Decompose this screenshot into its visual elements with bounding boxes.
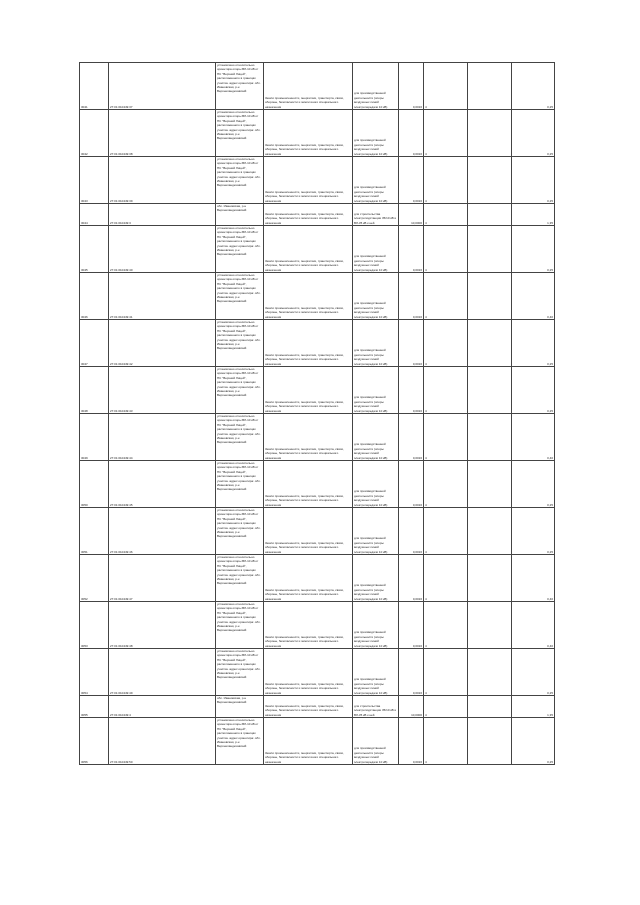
value-col-1 (468, 718, 512, 765)
value-col-2-text: 0,25 (547, 198, 553, 203)
area-value-text: 0,0016 (412, 643, 422, 648)
value-col-2-text: 1,35 (547, 220, 553, 225)
cadastral-number-text: 27:01:010449:45 (110, 502, 133, 507)
unit-code-text: 4 (425, 502, 427, 507)
table-row (80, 63, 555, 110)
row-number (80, 602, 109, 649)
value-col-2 (512, 508, 555, 555)
row-number-text: 3043 (81, 198, 88, 203)
unit-code-text: 4 (425, 549, 427, 554)
cadastral-number-text: 27:01:010449:49 (110, 690, 133, 695)
table-row (80, 157, 555, 204)
area-value-text: 10,0000 (411, 220, 422, 225)
land-category-text: Земли промышленности, энергетики, транспорта, связи, обороны, безопасности и земли иного специального назначения (265, 211, 344, 225)
row-number-text: 3046 (81, 314, 88, 319)
value-col-2 (512, 63, 555, 110)
row-number-text: 3055 (81, 712, 88, 717)
land-category (264, 602, 353, 649)
address (216, 157, 264, 204)
row-number-text: 3052 (81, 596, 88, 601)
value-col-2-text: 0,25 (547, 502, 553, 507)
row-number (80, 63, 109, 110)
address (216, 696, 264, 718)
value-col-2 (512, 461, 555, 508)
land-category (264, 718, 353, 765)
address (216, 204, 264, 226)
unit-code-text: 4 (425, 220, 427, 225)
permitted-use (353, 273, 399, 320)
table-row (80, 602, 555, 649)
row-number-text: 3051 (81, 549, 88, 554)
area-value (399, 718, 424, 765)
permitted-use (353, 157, 399, 204)
value-col-2 (512, 718, 555, 765)
unit-code (424, 696, 468, 718)
cadastral-number (109, 320, 216, 367)
area-value-text: 0,0016 (412, 151, 422, 156)
row-number (80, 320, 109, 367)
row-number-text: 3056 (81, 759, 88, 764)
land-category (264, 204, 353, 226)
cadastral-number (109, 367, 216, 414)
land-category (264, 157, 353, 204)
land-category (264, 226, 353, 273)
land-plots-table (79, 62, 555, 765)
land-category (264, 461, 353, 508)
area-value-text: 0,0016 (412, 104, 422, 109)
area-value-text: 0,0016 (412, 408, 422, 413)
area-value (399, 367, 424, 414)
address-text: установлено относительно ориентира опоры ВЛ-10 кВ от ПС "Верхний Лицей", расположенного в границах участка. адрес ориентира: обл. Ивановская, р-н Верхнеландеховский (217, 508, 261, 539)
area-value-text: 0,0016 (412, 198, 422, 203)
value-col-1 (468, 414, 512, 461)
value-col-1 (468, 273, 512, 320)
value-col-2 (512, 602, 555, 649)
unit-code (424, 414, 468, 461)
permitted-use (353, 649, 399, 696)
land-category-text: Земли промышленности, энергетики, транспорта, связи, обороны, безопасности и земли иного специального назначения (265, 305, 344, 319)
unit-code-text: 4 (425, 314, 427, 319)
land-category (264, 110, 353, 157)
row-number (80, 461, 109, 508)
table-row (80, 508, 555, 555)
unit-code-text: 4 (425, 361, 427, 366)
land-category (264, 414, 353, 461)
permitted-use-text: для производственной деятельности (опоры воздушных линий электропередачи 10 кВ) (354, 254, 388, 272)
cadastral-number-text: 27:01:010449:41 (110, 314, 133, 319)
row-number-text: 3044 (81, 220, 88, 225)
area-value-text: 0,0016 (412, 267, 422, 272)
permitted-use (353, 414, 399, 461)
address (216, 718, 264, 765)
cadastral-number-text: 27:01:010449:47 (110, 596, 133, 601)
address-text: установлено относительно ориентира опоры ВЛ-10 кВ от ПС "Верхний Лицей", расположенного в границах участка. адрес ориентира: обл. Ивановская, р-н Верхнеландеховский (217, 461, 261, 492)
area-value-text: 10,0000 (411, 712, 422, 717)
value-col-2-text: 0,25 (547, 361, 553, 366)
address (216, 110, 264, 157)
value-col-1 (468, 696, 512, 718)
permitted-use-text: для производственной деятельности (опоры воздушных линий электропередачи 10 кВ) (354, 138, 388, 156)
land-category-text: Земли промышленности, энергетики, транспорта, связи, обороны, безопасности и земли иного специального назначения (265, 540, 344, 554)
unit-code-text: 4 (425, 643, 427, 648)
cadastral-number (109, 110, 216, 157)
unit-code-text: 4 (425, 455, 427, 460)
table-row (80, 367, 555, 414)
unit-code (424, 508, 468, 555)
row-number (80, 696, 109, 718)
row-number (80, 110, 109, 157)
value-col-2 (512, 157, 555, 204)
row-number (80, 367, 109, 414)
permitted-use-text: для строительства электроподстанции 35/10 кВ и ВЛ-35 кВ к ней (354, 703, 397, 717)
value-col-2-text: 0,40 (547, 314, 553, 319)
permitted-use (353, 320, 399, 367)
area-value (399, 320, 424, 367)
value-col-2 (512, 649, 555, 696)
land-category-text: Земли промышленности, энергетики, транспорта, связи, обороны, безопасности и земли иного специального назначения (265, 352, 344, 366)
unit-code (424, 367, 468, 414)
value-col-2-text: 0,25 (547, 690, 553, 695)
row-number (80, 555, 109, 602)
cadastral-number (109, 696, 216, 718)
row-number-text: 3047 (81, 361, 88, 366)
permitted-use-text: для производственной деятельности (опоры воздушных линий электропередачи 10 кВ) (354, 536, 388, 554)
value-col-2 (512, 320, 555, 367)
land-category-text: Земли промышленности, энергетики, транспорта, связи, обороны, безопасности и земли иного специального назначения (265, 446, 344, 460)
unit-code-text: 4 (425, 267, 427, 272)
cadastral-number (109, 157, 216, 204)
unit-code (424, 63, 468, 110)
cadastral-number (109, 273, 216, 320)
address-text: установлено относительно ориентира опоры ВЛ-10 кВ от ПС "Верхний Лицей", расположенного в границах участка. адрес ориентира: обл. Ивановская, р-н Верхнеландеховский (217, 157, 261, 188)
land-category (264, 367, 353, 414)
unit-code (424, 461, 468, 508)
value-col-1 (468, 367, 512, 414)
land-category (264, 320, 353, 367)
land-category (264, 696, 353, 718)
area-value (399, 555, 424, 602)
row-number-text: 3050 (81, 502, 88, 507)
unit-code (424, 718, 468, 765)
land-category-text: Земли промышленности, энергетики, транспорта, связи, обороны, безопасности и земли иного специального назначения (265, 634, 344, 648)
cadastral-number-text: 27:01:010449:50 (110, 759, 133, 764)
area-value (399, 602, 424, 649)
value-col-2-text: 0,25 (547, 151, 553, 156)
address-text: установлено относительно ориентира опоры ВЛ-10 кВ от ПС "Верхний Лицей", расположенного в границах участка. адрес ориентира: обл. Ивановская, р-н Верхнеландеховский (217, 63, 261, 94)
unit-code (424, 602, 468, 649)
permitted-use (353, 367, 399, 414)
area-value (399, 63, 424, 110)
cadastral-number (109, 718, 216, 765)
land-category (264, 649, 353, 696)
address (216, 461, 264, 508)
cadastral-number (109, 204, 216, 226)
permitted-use-text: для производственной деятельности (опоры воздушных линий электропередачи 10 кВ) (354, 489, 388, 507)
value-col-2-text: 0,40 (547, 596, 553, 601)
address (216, 555, 264, 602)
unit-code (424, 555, 468, 602)
address (216, 226, 264, 273)
unit-code-text: 4 (425, 151, 427, 156)
cadastral-number-text: 27:01:010449:48 (110, 643, 133, 648)
address-text: обл. Ивановская, р-н Верхнеландеховский (217, 696, 247, 705)
area-value-text: 0,0016 (412, 596, 422, 601)
land-category-text: Земли промышленности, энергетики, транспорта, связи, обороны, безопасности и земли иного специального назначения (265, 703, 344, 717)
address-text: установлено относительно ориентира опоры ВЛ-10 кВ от ПС "Верхний Лицей", расположенного в границах участка. адрес ориентира: обл. Ивановская, р-н Верхнеландеховский (217, 367, 261, 398)
unit-code-text: 4 (425, 759, 427, 764)
value-col-1 (468, 320, 512, 367)
permitted-use-text: для производственной деятельности (опоры воздушных линий электропередачи 10 кВ) (354, 395, 388, 413)
unit-code (424, 273, 468, 320)
address (216, 414, 264, 461)
area-value (399, 461, 424, 508)
row-number (80, 508, 109, 555)
row-number (80, 204, 109, 226)
table-row (80, 555, 555, 602)
value-col-2 (512, 110, 555, 157)
value-col-1 (468, 649, 512, 696)
value-col-2 (512, 226, 555, 273)
unit-code (424, 157, 468, 204)
area-value-text: 0,0016 (412, 455, 422, 460)
value-col-1 (468, 226, 512, 273)
land-category-text: Земли промышленности, энергетики, транспорта, связи, обороны, безопасности и земли иного специального назначения (265, 681, 344, 695)
value-col-2 (512, 414, 555, 461)
area-value-text: 0,0016 (412, 690, 422, 695)
value-col-1 (468, 157, 512, 204)
table-row (80, 226, 555, 273)
address (216, 63, 264, 110)
permitted-use-text: для производственной деятельности (опоры воздушных линий электропередачи 10 кВ) (354, 442, 388, 460)
row-number-text: 3042 (81, 151, 88, 156)
value-col-1 (468, 204, 512, 226)
address-text: установлено относительно ориентира опоры ВЛ-10 кВ от ПС "Верхний Лицей", расположенного в границах участка. адрес ориентира: обл. Ивановская, р-н Верхнеландеховский (217, 414, 261, 445)
permitted-use (353, 110, 399, 157)
cadastral-number-text: 27:01:010449:4 (110, 712, 131, 717)
permitted-use (353, 204, 399, 226)
area-value-text: 0,0016 (412, 759, 422, 764)
address-text: установлено относительно ориентира опоры ВЛ-10 кВ от ПС "Верхний Лицей", расположенного в границах участка. адрес ориентира: обл. Ивановская, р-н Верхнеландеховский (217, 555, 261, 586)
area-value (399, 204, 424, 226)
land-category-text: Земли промышленности, энергетики, транспорта, связи, обороны, безопасности и земли иного специального назначения (265, 258, 344, 272)
unit-code-text: 4 (425, 104, 427, 109)
value-col-2-text: 0,40 (547, 643, 553, 648)
cadastral-number-text: 27:01:010449:39 (110, 198, 133, 203)
area-value-text: 0,0016 (412, 361, 422, 366)
address-text: установлено относительно ориентира опоры ВЛ-10 кВ от ПС "Верхний Лицей", расположенного в границах участка. адрес ориентира: обл. Ивановская, р-н Верхнеландеховский (217, 718, 261, 749)
cadastral-number-text: 27:01:010449:46 (110, 549, 133, 554)
value-col-2 (512, 696, 555, 718)
address-text: установлено относительно ориентира опоры ВЛ-10 кВ от ПС "Верхний Лицей", расположенного в границах участка. адрес ориентира: обл. Ивановская, р-н Верхнеландеховский (217, 273, 261, 304)
area-value-text: 0,0016 (412, 549, 422, 554)
permitted-use-text: для производственной деятельности (опоры воздушных линий электропередачи 10 кВ) (354, 746, 388, 764)
row-number-text: 3049 (81, 455, 88, 460)
area-value (399, 157, 424, 204)
row-number (80, 414, 109, 461)
value-col-1 (468, 508, 512, 555)
value-col-2 (512, 273, 555, 320)
cadastral-number (109, 508, 216, 555)
value-col-2-text: 0,25 (547, 549, 553, 554)
land-category (264, 273, 353, 320)
permitted-use-text: для производственной деятельности (опоры воздушных линий электропередачи 10 кВ) (354, 348, 388, 366)
cadastral-number-text: 27:01:010449:40 (110, 267, 133, 272)
value-col-2 (512, 367, 555, 414)
cadastral-number (109, 602, 216, 649)
value-col-2-text: 0,25 (547, 408, 553, 413)
row-number (80, 157, 109, 204)
row-number (80, 226, 109, 273)
cadastral-number (109, 555, 216, 602)
unit-code-text: 4 (425, 690, 427, 695)
permitted-use-text: для производственной деятельности (опоры воздушных линий электропередачи 10 кВ) (354, 185, 388, 203)
unit-code (424, 204, 468, 226)
permitted-use (353, 461, 399, 508)
table-row (80, 718, 555, 765)
land-category-text: Земли промышленности, энергетики, транспорта, связи, обороны, безопасности и земли иного специального назначения (265, 189, 344, 203)
land-plots-table-sheet (79, 62, 554, 834)
area-value (399, 110, 424, 157)
land-category (264, 63, 353, 110)
cadastral-number (109, 461, 216, 508)
address-text: установлено относительно ориентира опоры ВЛ-10 кВ от ПС "Верхний Лицей", расположенного в границах участка. адрес ориентира: обл. Ивановская, р-н Верхнеландеховский (217, 226, 261, 257)
table-row (80, 649, 555, 696)
unit-code (424, 226, 468, 273)
permitted-use-text: для производственной деятельности (опоры воздушных линий электропередачи 10 кВ) (354, 583, 388, 601)
address-text: установлено относительно ориентира опоры ВЛ-10 кВ от ПС "Верхний Лицей", расположенного в границах участка. адрес ориентира: обл. Ивановская, р-н Верхнеландеховский (217, 602, 261, 633)
address (216, 508, 264, 555)
address-text: установлено относительно ориентира опоры ВЛ-10 кВ от ПС "Верхний Лицей", расположенного в границах участка. адрес ориентира: обл. Ивановская, р-н Верхнеландеховский (217, 110, 261, 141)
area-value (399, 508, 424, 555)
permitted-use (353, 718, 399, 765)
table-row (80, 320, 555, 367)
permitted-use (353, 602, 399, 649)
unit-code-text: 4 (425, 408, 427, 413)
cadastral-number-text: 27:01:010449:42 (110, 361, 133, 366)
value-col-1 (468, 602, 512, 649)
value-col-2-text: 1,35 (547, 712, 553, 717)
row-number-text: 3041 (81, 104, 88, 109)
permitted-use (353, 226, 399, 273)
table-row (80, 696, 555, 718)
unit-code-text: 4 (425, 198, 427, 203)
cadastral-number-text: 27:01:010449:3 (110, 220, 131, 225)
area-value (399, 414, 424, 461)
area-value-text: 0,0016 (412, 314, 422, 319)
row-number-text: 3048 (81, 408, 88, 413)
table-row (80, 414, 555, 461)
row-number (80, 649, 109, 696)
address (216, 602, 264, 649)
cadastral-number-text: 27:01:010449:43 (110, 408, 133, 413)
address (216, 273, 264, 320)
cadastral-number-text: 27:01:010449:44 (110, 455, 133, 460)
value-col-1 (468, 110, 512, 157)
land-category (264, 555, 353, 602)
unit-code-text: 4 (425, 596, 427, 601)
value-col-2-text: 0,40 (547, 455, 553, 460)
permitted-use-text: для производственной деятельности (опоры воздушных линий электропередачи 10 кВ) (354, 677, 388, 695)
table-row (80, 204, 555, 226)
table-row (80, 110, 555, 157)
permitted-use (353, 63, 399, 110)
permitted-use (353, 508, 399, 555)
permitted-use-text: для строительства электроподстанции 35/10 кВ и ВЛ-35 кВ к ней (354, 211, 397, 225)
land-category-text: Земли промышленности, энергетики, транспорта, связи, обороны, безопасности и земли иного специального назначения (265, 142, 344, 156)
unit-code (424, 649, 468, 696)
area-value (399, 273, 424, 320)
address (216, 320, 264, 367)
address-text: установлено относительно ориентира опоры ВЛ-10 кВ от ПС "Верхний Лицей", расположенного в границах участка. адрес ориентира: обл. Ивановская, р-н Верхнеландеховский (217, 320, 261, 351)
unit-code (424, 320, 468, 367)
value-col-2-text: 0,25 (547, 759, 553, 764)
area-value (399, 649, 424, 696)
address-text: установлено относительно ориентира опоры ВЛ-10 кВ от ПС "Верхний Лицей", расположенного в границах участка. адрес ориентира: обл. Ивановская, р-н Верхнеландеховский (217, 649, 261, 680)
cadastral-number (109, 63, 216, 110)
table-row (80, 461, 555, 508)
value-col-1 (468, 63, 512, 110)
address-text: обл. Ивановская, р-н Верхнеландеховский (217, 204, 247, 213)
unit-code-text: 4 (425, 712, 427, 717)
value-col-1 (468, 461, 512, 508)
address (216, 649, 264, 696)
land-category-text: Земли промышленности, энергетики, транспорта, связи, обороны, безопасности и земли иного специального назначения (265, 95, 344, 109)
unit-code (424, 110, 468, 157)
address (216, 367, 264, 414)
land-category-text: Земли промышленности, энергетики, транспорта, связи, обороны, безопасности и земли иного специального назначения (265, 750, 344, 764)
cadastral-number (109, 226, 216, 273)
row-number-text: 3053 (81, 643, 88, 648)
value-col-2 (512, 204, 555, 226)
permitted-use (353, 696, 399, 718)
permitted-use-text: для производственной деятельности (опоры воздушных линий электропередачи 10 кВ) (354, 91, 388, 109)
area-value (399, 226, 424, 273)
row-number-text: 3045 (81, 267, 88, 272)
row-number (80, 718, 109, 765)
row-number-text: 3054 (81, 690, 88, 695)
permitted-use-text: для производственной деятельности (опоры воздушных линий электропередачи 10 кВ) (354, 630, 388, 648)
area-value-text: 0,0016 (412, 502, 422, 507)
cadastral-number (109, 414, 216, 461)
value-col-1 (468, 555, 512, 602)
cadastral-number (109, 649, 216, 696)
land-category (264, 508, 353, 555)
table-row (80, 273, 555, 320)
land-category-text: Земли промышленности, энергетики, транспорта, связи, обороны, безопасности и земли иного специального назначения (265, 493, 344, 507)
cadastral-number-text: 27:01:010449:38 (110, 151, 133, 156)
row-number (80, 273, 109, 320)
land-category-text: Земли промышленности, энергетики, транспорта, связи, обороны, безопасности и земли иного специального назначения (265, 587, 344, 601)
value-col-2 (512, 555, 555, 602)
value-col-2-text: 0,25 (547, 104, 553, 109)
area-value (399, 696, 424, 718)
value-col-2-text: 0,25 (547, 267, 553, 272)
land-category-text: Земли промышленности, энергетики, транспорта, связи, обороны, безопасности и земли иного специального назначения (265, 399, 344, 413)
permitted-use-text: для производственной деятельности (опоры воздушных линий электропередачи 10 кВ) (354, 301, 388, 319)
permitted-use (353, 555, 399, 602)
cadastral-number-text: 27:01:010449:37 (110, 104, 133, 109)
